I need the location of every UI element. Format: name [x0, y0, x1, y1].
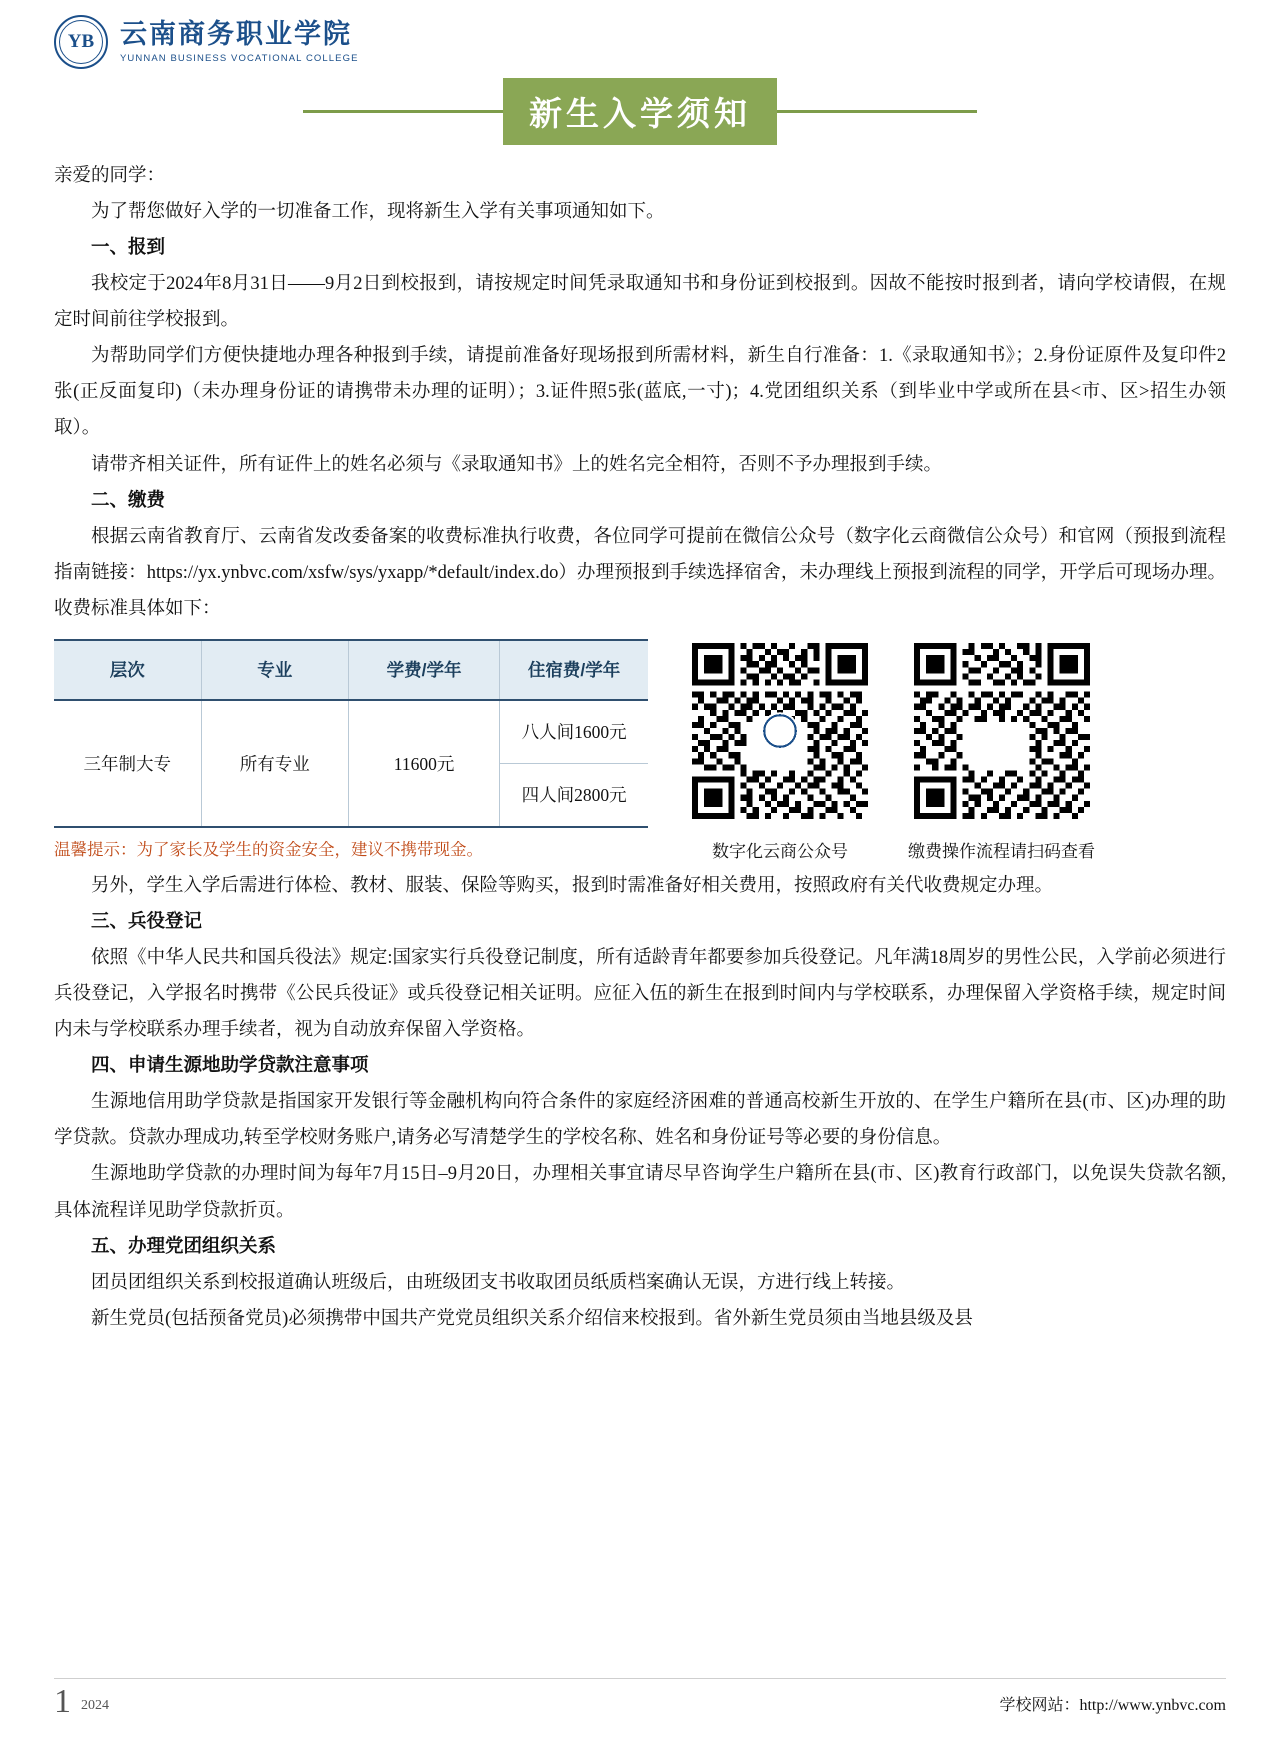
column-header-tuition: 学费/学年: [349, 640, 500, 700]
section-2-paragraph-2: 另外，学生入学后需进行体检、教材、服装、保险等购买，报到时需准备好相关费用，按照政府有关代收费规定办理。: [91, 875, 1054, 896]
qr-item-wechat: [692, 643, 868, 868]
document-body: [54, 158, 1226, 1337]
salutation: 亲爱的同学：: [54, 166, 166, 186]
qr-caption-payment: 缴费操作流程请扫码查看: [908, 841, 1095, 861]
column-header-level: 层次: [54, 640, 201, 700]
section-1-paragraph-3: 请带齐相关证件，所有证件上的姓名必须与《录取通知书》上的姓名完全相符，否则不予办理报到手续。: [91, 454, 943, 475]
qr-code-group: [692, 639, 1095, 868]
cell-tuition: 11600元: [349, 700, 500, 827]
intro-paragraph: 为了帮您做好入学的一切准备工作，现将新生入学有关事项通知如下。: [91, 202, 665, 223]
section-4-heading: 四、申请生源地助学贷款注意事项: [91, 1056, 369, 1077]
section-2-heading: 二、缴费: [91, 490, 166, 511]
column-header-dorm: 住宿费/学年: [500, 640, 648, 700]
section-1-heading: 一、报到: [91, 238, 166, 259]
page-title-banner: [54, 80, 1226, 142]
cell-dorm-8: 八人间1600元: [500, 700, 648, 764]
title-rule-left: [303, 110, 503, 113]
cell-major: 所有专业: [201, 700, 349, 827]
table-header-row: [54, 640, 648, 700]
footer-year: 2024: [81, 1698, 109, 1713]
college-logo: [54, 0, 1226, 70]
section-4-paragraph-1: 生源地信用助学贷款是指国家开发银行等金融机构向符合条件的家庭经济困难的普通高校新生开放的、在学生户籍所在县(市、区)办理的助学贷款。贷款办理成功,转至学校财务账户,请务必写清楚学生的学校名称、姓名和身份证号等必要的身份信息。: [54, 1092, 1226, 1149]
section-2-paragraph-1: 根据云南省教育厅、云南省发改委备案的收费标准执行收费，各位同学可提前在微信公众号（数字化云商微信公众号）和官网（预报到流程指南链接：https://yx.ynbvc.com/xsfw/sys/yxapp/*default/index.do）办理预报到手续选择宿舍，未办理线上预报到流程的同学，开学后可现场办理。收费标准具体如下：: [54, 526, 1226, 619]
section-4-paragraph-2: 生源地助学贷款的办理时间为每年7月15日–9月20日，办理相关事宜请尽早咨询学生户籍所在县(市、区)教育行政部门，以免误失贷款名额,具体流程详见助学贷款折页。: [54, 1164, 1226, 1221]
college-name-block: [120, 20, 359, 64]
table-row: [54, 700, 648, 764]
section-3-paragraph-1: 依照《中华人民共和国兵役法》规定:国家实行兵役登记制度，所有适龄青年都要参加兵役登记。凡年满18周岁的男性公民，入学前必须进行兵役登记，入学报名时携带《公民兵役证》或兵役登记相关证明。应征入伍的新生在报到时间内与学校联系，办理保留入学资格手续，规定时间内未与学校联系办理手续者，视为自动放弃保留入学资格。: [54, 948, 1226, 1041]
qr-item-payment: [908, 643, 1095, 868]
section-1-paragraph-2: 为帮助同学们方便快捷地办理各种报到手续，请提前准备好现场报到所需材料，新生自行准备：1.《录取通知书》；2.身份证原件及复印件2张(正反面复印)（未办理身份证的请携带未办理的证明）；3.证件照5张(蓝底,一寸)；4.党团组织关系（到毕业中学或所在县<市、区>招生办领取）。: [54, 346, 1226, 439]
college-name-cn: 云南商务职业学院: [120, 19, 352, 50]
qr-code-icon[interactable]: [914, 643, 1090, 819]
qr-caption-wechat: 数字化云商公众号: [712, 841, 848, 861]
title-rule-right: [777, 110, 977, 113]
page-footer: [0, 1678, 1280, 1742]
seal-monogram: YB: [67, 31, 95, 52]
qr-code-icon[interactable]: [692, 643, 868, 819]
section-3-heading: 三、兵役登记: [91, 912, 203, 933]
section-1-paragraph-1: 我校定于2024年8月31日——9月2日到校报到，请按规定时间凭录取通知书和身份证到校报到。因故不能按时报到者，请向学校请假，在规定时间前往学校报到。: [54, 274, 1226, 331]
section-5-paragraph-1: 团员团组织关系到校报道确认班级后，由班级团支书收取团员纸质档案确认无误，方进行线上转接。: [91, 1272, 906, 1293]
warm-tip: 温馨提示：为了家长及学生的资金安全，建议不携带现金。: [54, 840, 483, 860]
fees-table: [54, 639, 648, 828]
section-5-heading: 五、办理党团组织关系: [91, 1236, 277, 1257]
section-5-paragraph-2: 新生党员(包括预备党员)必须携带中国共产党党员组织关系介绍信来校报到。省外新生党员须由当地县级及县: [91, 1308, 973, 1329]
college-seal-icon: [54, 15, 108, 69]
cell-level: 三年制大专: [54, 700, 201, 827]
fees-and-qr-block: [54, 639, 1226, 868]
page-title: 新生入学须知: [503, 78, 777, 145]
cell-dorm-4: 四人间2800元: [500, 764, 648, 828]
footer-website: 学校网站：http://www.ynbvc.com: [999, 1697, 1226, 1714]
column-header-major: 专业: [201, 640, 349, 700]
page-number: 1: [54, 1683, 71, 1720]
college-name-en: YUNNAN BUSINESS VOCATIONAL COLLEGE: [120, 52, 359, 64]
